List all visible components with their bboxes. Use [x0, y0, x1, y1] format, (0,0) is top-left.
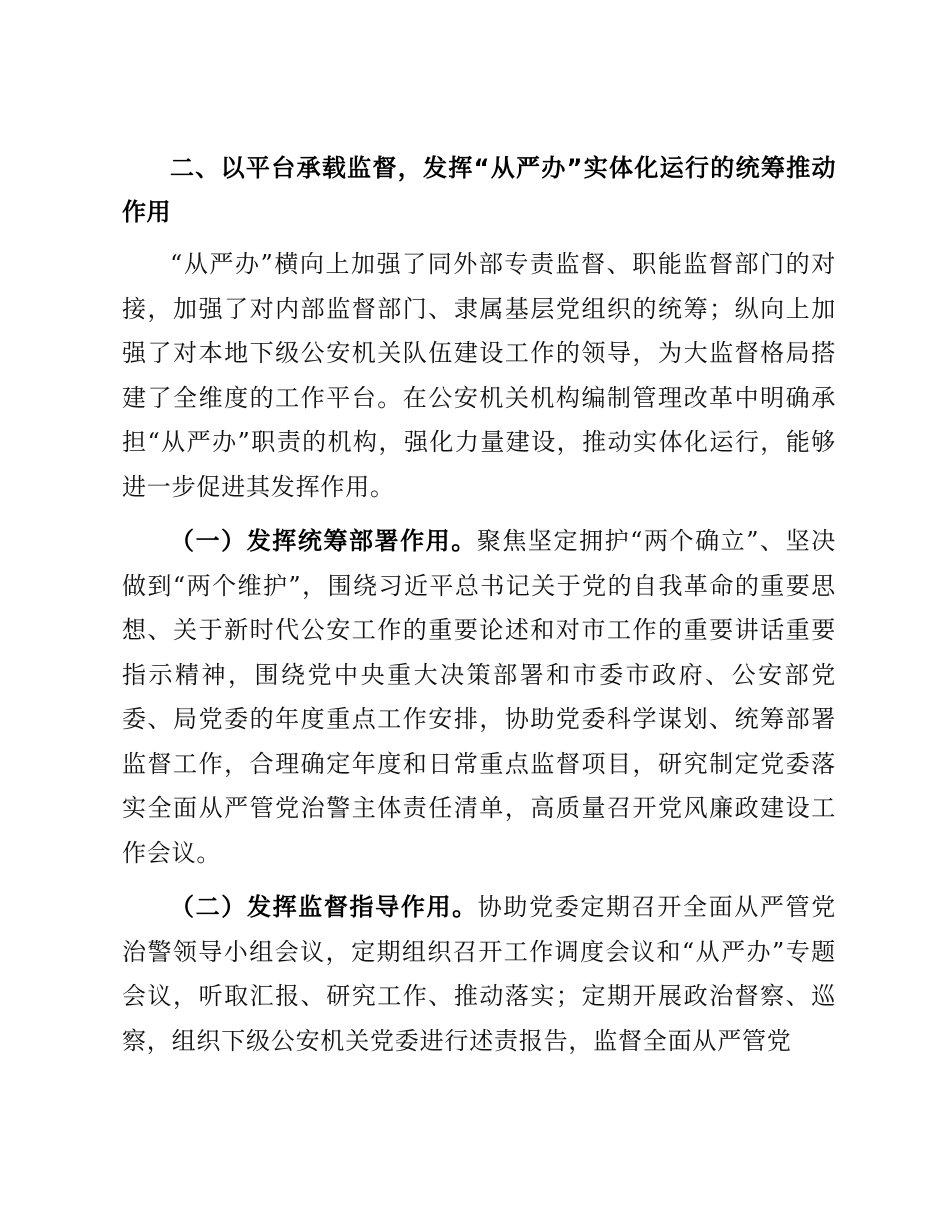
paragraph-coordination [122, 519, 836, 875]
paragraph-coordination-text: 聚焦坚定拥护“两个确立”、坚决做到“两个维护”，围绕习近平总书记关于党的自我革命的重要思想、关于新时代公安工作的重要论述和对市工作的重要讲话重要指示精神，围绕党中央重大决策部署和市委市政府、公安部党委、局党委的年度重点工作安排，协助党委科学谋划、统筹部署监督工作，合理确定年度和日常重点监督项目，研究制定党委落实全面从严管党治警主体责任清单，高质量召开党风廉政建设工作会议。 [122, 527, 836, 867]
paragraph-supervision-text: 协助党委定期召开全面从严管党治警领导小组会议，定期组织召开工作调度会议和“从严办”专题会议，听取汇报、研究工作、推动落实；定期开展政治督察、巡察，组织下级公安机关党委进行述责报告，监督全面从严管党 [122, 893, 836, 1055]
paragraph-intro [122, 242, 836, 509]
paragraph-coordination-lead: （一）发挥统筹部署作用。 [170, 527, 477, 555]
document-body [122, 146, 836, 1063]
paragraph-intro-text: “从严办”横向上加强了同外部专责监督、职能监督部门的对接，加强了对内部监督部门、隶属基层党组织的统筹；纵向上加强了对本地下级公安机关队伍建设工作的领导，为大监督格局搭建了全维度的工作平台。在公安机关机构编制管理改革中明确承担“从严办”职责的机构，强化力量建设，推动实体化运行，能够进一步促进其发挥作用。 [122, 250, 836, 501]
paragraph-supervision-lead: （二）发挥监督指导作用。 [170, 893, 478, 921]
section-heading: 二、以平台承载监督，发挥“从严办”实体化运行的统筹推动作用 [122, 154, 836, 226]
paragraph-supervision [122, 885, 836, 1063]
